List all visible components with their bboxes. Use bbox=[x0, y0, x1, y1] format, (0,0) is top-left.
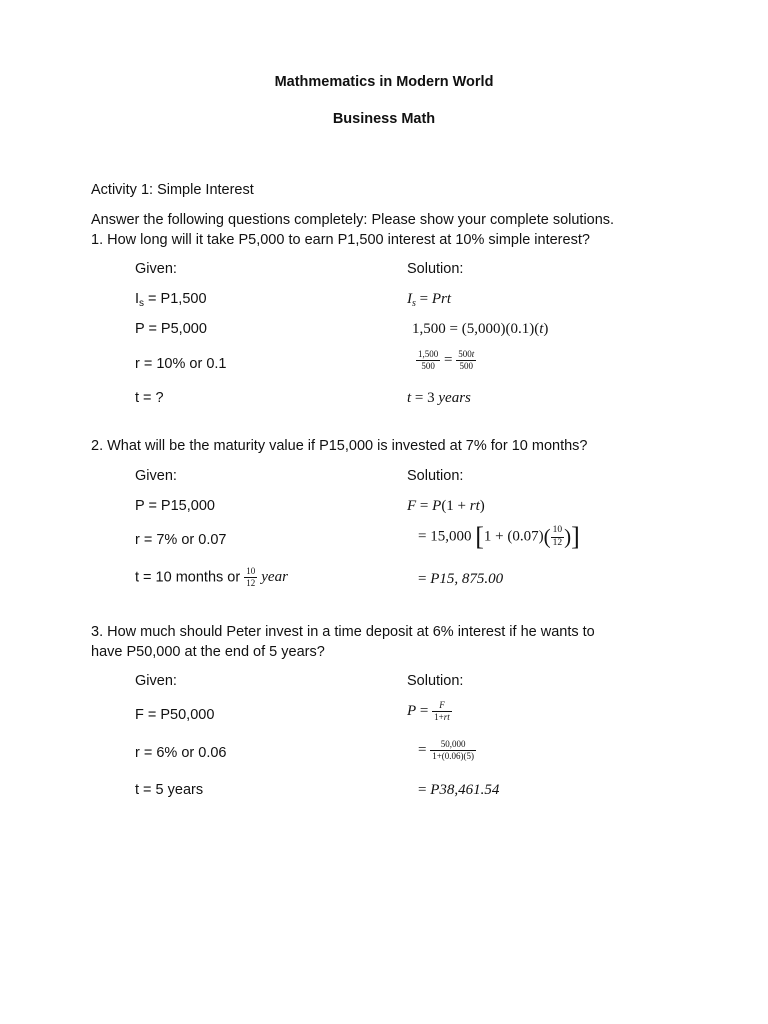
q1-division: $\frac{1,500}{500}$ = $\frac{500t}{500}$ bbox=[418, 349, 475, 371]
q1-given-interest bbox=[135, 292, 207, 309]
q2-formula-paren: (1 + bbox=[441, 498, 470, 514]
question-2: 2. What will be the maturity value if P15,000 is invested at 7% for 10 months? bbox=[91, 438, 588, 454]
q2-answer-value: P15, 875.00 bbox=[430, 571, 504, 587]
instructions: Answer the following questions completely: Please show your complete solutions. bbox=[91, 212, 615, 228]
q2-formula-p: P bbox=[432, 498, 442, 514]
q1-fraction-right-num-value: 500 bbox=[458, 349, 472, 359]
q1-answer-var: t bbox=[407, 390, 412, 406]
q3-sub-fraction bbox=[430, 739, 476, 762]
question-3-line-2: have P50,000 at the end of 5 years? bbox=[91, 644, 325, 660]
q1-answer: t = 3 years bbox=[407, 390, 471, 406]
question-1: 1. How long will it take P5,000 to earn P1,500 interest at 10% simple interest? bbox=[91, 232, 590, 248]
q1-fraction-right-den: 500 bbox=[459, 361, 473, 371]
q3-given-future-value: F = P50,000 bbox=[135, 707, 215, 723]
q3-formula-den-a: 1+ bbox=[434, 712, 444, 722]
q3-substitution: = $\frac{50,000}{1+(0.06)(5)}$ bbox=[418, 739, 475, 761]
q1-answer-value: 3 bbox=[427, 390, 435, 406]
q1-formula-sub: s bbox=[412, 298, 416, 309]
q3-formula-den bbox=[432, 712, 452, 723]
q2-sub-fraction bbox=[551, 525, 565, 549]
document-title: Mathmematics in Modern World bbox=[274, 74, 494, 90]
q1-given-time: t = ? bbox=[135, 390, 164, 406]
activity-heading: Activity 1: Simple Interest bbox=[91, 182, 254, 198]
q1-formula: $I_s$ = Prt bbox=[407, 291, 452, 309]
q3-answer: = P38,461.54 bbox=[418, 782, 500, 798]
q2-sub-fraction-den: 12 bbox=[552, 537, 563, 548]
q1-given-principal: P = P5,000 bbox=[135, 321, 207, 337]
q2-given-time-den: 12 bbox=[246, 578, 256, 588]
q1-given-interest-sub: s bbox=[139, 298, 145, 309]
q3-answer-value: P38,461.54 bbox=[430, 782, 500, 798]
q1-fraction-left-num: 1,500 bbox=[418, 349, 439, 359]
question-3-line-1: 3. How much should Peter invest in a time deposit at 6% interest if he wants to bbox=[91, 624, 595, 640]
q2-sub-principal: 15,000 bbox=[430, 528, 472, 545]
q1-sub-rhs: (5,000)(0.1)( bbox=[461, 321, 540, 337]
q2-sub-fraction-num: 10 bbox=[551, 525, 565, 538]
q3-sub-num: 50,000 bbox=[430, 739, 476, 751]
q1-fraction-right bbox=[456, 349, 476, 372]
q3-given-time: t = 5 years bbox=[135, 782, 204, 798]
q3-formula-den-b: rt bbox=[443, 712, 450, 722]
q1-substitution: 1,500 = (5,000)(0.1)(t) bbox=[412, 321, 549, 337]
q3-sub-den: 1+(0.06)(5) bbox=[432, 751, 475, 761]
q1-fraction-right-num-var: t bbox=[471, 349, 475, 359]
document-subtitle: Business Math bbox=[332, 111, 436, 127]
q3-given-label: Given: bbox=[135, 673, 177, 689]
q2-formula: F = P(1 + rt) bbox=[407, 498, 485, 514]
q3-solution-label: Solution: bbox=[407, 673, 464, 689]
q1-given-interest-letter: I bbox=[135, 291, 140, 307]
q1-fraction-left bbox=[416, 349, 440, 372]
q3-formula-fraction bbox=[432, 700, 452, 723]
q2-given-rate: r = 7% or 0.07 bbox=[135, 532, 227, 548]
q2-substitution: = 15,000 [1 + (0.07)( $\frac{10}{12}$ )] bbox=[418, 522, 580, 551]
q1-given-interest-value: = P1,500 bbox=[144, 291, 207, 307]
q1-fraction-right-num bbox=[456, 349, 476, 361]
q2-given-time-num: 10 bbox=[246, 566, 256, 576]
q1-formula-var: I bbox=[407, 291, 412, 307]
q1-solution-label: Solution: bbox=[407, 261, 464, 277]
q1-formula-rhs: Prt bbox=[431, 291, 452, 307]
q2-given-time-unit: year bbox=[261, 569, 288, 585]
q2-given-time bbox=[135, 566, 288, 589]
q3-formula: P = $\frac{F}{1+rt}$ bbox=[407, 700, 450, 722]
q1-sub-t: t bbox=[539, 321, 544, 337]
q2-given-time-text: t = 10 months or bbox=[135, 569, 245, 586]
q1-given-rate: r = 10% or 0.1 bbox=[135, 356, 227, 372]
q2-sub-inner: 1 + (0.07) bbox=[483, 528, 544, 545]
q1-answer-unit: years bbox=[438, 390, 471, 406]
q1-fraction-left-den: 500 bbox=[421, 361, 435, 371]
q2-solution-label: Solution: bbox=[407, 468, 464, 484]
q3-formula-num: F bbox=[432, 700, 452, 712]
q2-given-time-fraction bbox=[244, 566, 257, 589]
q2-given-label: Given: bbox=[135, 468, 177, 484]
q2-answer: = P15, 875.00 bbox=[418, 571, 504, 587]
q1-given-label: Given: bbox=[135, 261, 177, 277]
q3-formula-lhs: P bbox=[407, 703, 417, 719]
q1-sub-lhs: 1,500 bbox=[412, 321, 446, 337]
q3-given-rate: r = 6% or 0.06 bbox=[135, 745, 227, 761]
q2-given-principal: P = P15,000 bbox=[135, 498, 215, 514]
q2-formula-lhs: F bbox=[407, 498, 417, 514]
q2-formula-rt: rt bbox=[469, 498, 480, 514]
